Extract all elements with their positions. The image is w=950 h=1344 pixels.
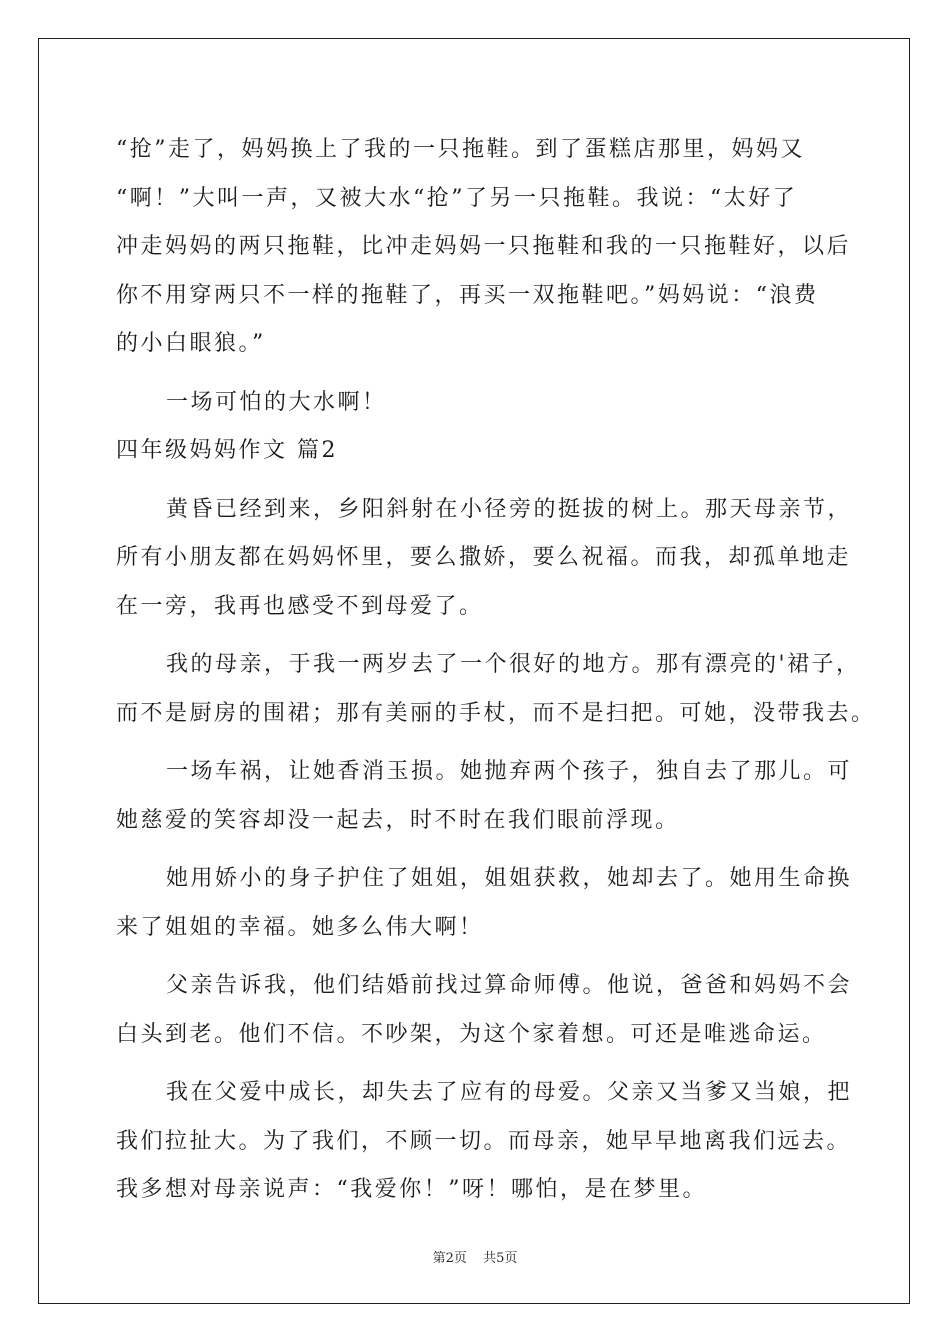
text-line: 我们拉扯大。为了我们，不顾一切。而母亲，她早早地离我们远去。 — [116, 1128, 852, 1154]
paragraph — [116, 855, 856, 952]
text-line: 所有小朋友都在妈妈怀里，要么撒娇，要么祝福。而我，却孤单地走 — [116, 545, 852, 570]
paragraph — [116, 748, 856, 845]
text-line: 黄昏已经到来，乡阳斜射在小径旁的挺拔的树上。那天母亲节， — [166, 496, 853, 522]
document-body — [116, 126, 876, 1215]
text-line: “啊！”大叫一声，又被大水“抢”了另一只拖鞋。我说：“太好了 — [116, 185, 798, 211]
text-line: 一场车祸，让她香消玉损。她抛弃两个孩子，独自去了那儿。可 — [166, 759, 853, 784]
text-line: 你不用穿两只不一样的拖鞋了，再买一双拖鞋吧。”妈妈说：“浪费 — [116, 282, 819, 308]
text-line: 一场可怕的大水啊！ — [166, 389, 387, 415]
page-total: 共5页 — [483, 1251, 518, 1266]
text-line: 她慈爱的笑容却没一起去，时不时在我们眼前浮现。 — [116, 807, 680, 833]
text-line: 父亲告诉我，他们结婚前找过算命师傅。他说，爸爸和妈妈不会 — [166, 973, 853, 998]
paragraph — [116, 126, 856, 369]
paragraph — [116, 486, 856, 632]
text-line: “抢”走了，妈妈换上了我的一只拖鞋。到了蛋糕店那里，妈妈又 — [116, 137, 805, 162]
paragraph — [116, 379, 856, 428]
page-number: 第2页 — [432, 1251, 467, 1266]
text-line: 我的母亲，于我一两岁去了一个很好的地方。那有漂亮的'裙子， — [166, 652, 861, 677]
paragraph — [116, 641, 876, 738]
text-line: 在一旁，我再也感受不到母爱了。 — [116, 593, 484, 619]
text-line: 我多想对母亲说声：“我爱你！”呀！哪怕，是在梦里。 — [116, 1177, 707, 1202]
page-footer — [0, 1247, 950, 1266]
text-line: 白头到老。他们不信。不吵架，为这个家着想。可还是唯逃命运。 — [116, 1021, 827, 1047]
text-line: 我在父爱中成长，却失去了应有的母爱。父亲又当爹又当娘，把 — [166, 1080, 853, 1105]
text-line: 的小白眼狼。” — [116, 331, 266, 356]
paragraph — [116, 962, 856, 1059]
text-line: 她用娇小的身子护住了姐姐，姐姐获救，她却去了。她用生命换 — [166, 866, 853, 891]
text-line: 冲走妈妈的两只拖鞋，比冲走妈妈一只拖鞋和我的一只拖鞋好，以后 — [116, 234, 852, 259]
text-line: 而不是厨房的围裙；那有美丽的手杖，而不是扫把。可她，没带我去。 — [116, 700, 876, 726]
paragraph — [116, 1069, 856, 1215]
section-heading: 四年级妈妈作文 篇2 — [116, 438, 338, 463]
text-line: 来了姐姐的幸福。她多么伟大啊！ — [116, 914, 484, 940]
